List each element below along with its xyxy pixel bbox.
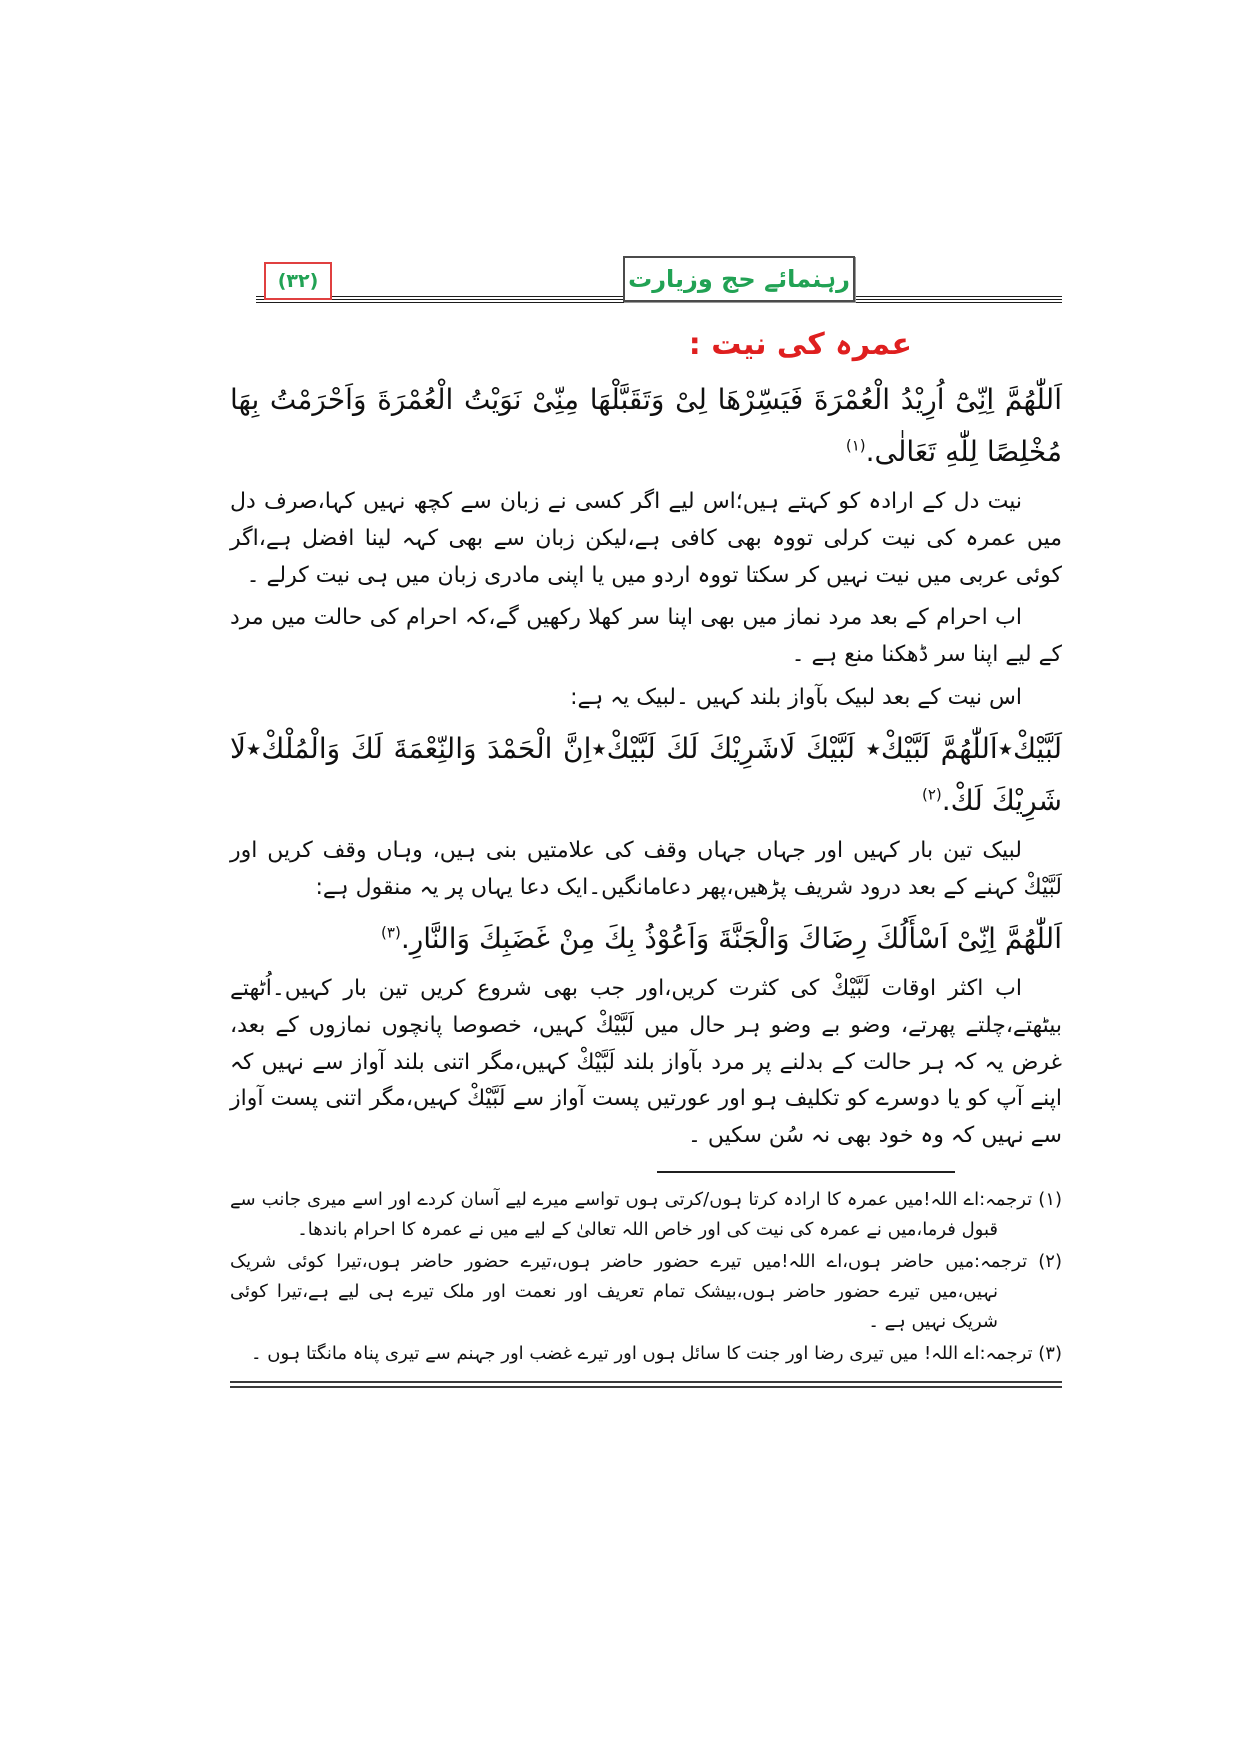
footnotes-section [230, 1185, 1062, 1368]
footnote-3-number: (۳) [1038, 1342, 1062, 1364]
paragraph-talbiyah-instructions: لبیک تین بار کہیں اور جہاں جہاں وقف کی علامتیں بنی ہیں، وہاں وقف کریں اور لَبَّیْكْ کہنے کے بعد درود شریف پڑھیں،پھر دعامانگیں۔ایک دعا یہاں پر یہ منقول ہے: [230, 837, 1062, 900]
paragraph-niyyat-explanation: نیت دل کے ارادہ کو کہتے ہیں؛اس لیے اگر کسی نے زبان سے کچھ نہیں کہا،صرف دل میں عمرہ کی نیت کرلی تووہ بھی کافی ہے،لیکن زبان سے بھی کہہ لینا افضل ہے،اگر کوئی عربی میں نیت نہیں کر سکتا تووہ اردو میں یا اپنی مادری زبان میں ہی نیت کرلے ۔ [230, 488, 1062, 588]
footnote-1-number: (۱) [1038, 1189, 1063, 1211]
arabic-dua-ridha-text: اَللّٰهُمَّ اِنِّیْ اَسْأَلُكَ رِضَاكَ وَالْجَنَّةَ وَاَعُوْذُ بِكَ مِنْ غَضَبِكَ وَالنَّارِ. [400, 921, 1062, 955]
paragraph-labbaik-intro: اس نیت کے بعد لبیک بآواز بلند کہیں ۔لبیک یہ ہے: [570, 685, 1022, 711]
footnote-2-text: ترجمہ:میں حاضر ہوں،اے اللہ!میں تیرے حضور حاضر ہوں،تیرے حضور حاضر ہوں،تیرا کوئی شریک نہیں،میں تیرے حضور حاضر ہوں،بیشک تمام تعریف اور نعمت اور ملک تیرے ہی لیے ہے،تیرا کوئی شریک نہیں ہے ۔ [230, 1251, 1028, 1332]
section-heading: عمرہ کی نیت : [688, 327, 912, 362]
footnote-ref-1: (۱) [845, 436, 866, 455]
arabic-dua-umrah-intention [230, 374, 1062, 478]
footnote-item-2 [230, 1247, 1062, 1337]
arabic-dua-talbiyah [230, 723, 1062, 827]
footnote-ref-2: (۲) [921, 785, 942, 804]
footnote-2-number: (۲) [1038, 1251, 1062, 1273]
footnote-separator-rule [657, 1171, 955, 1173]
page-header [230, 256, 1062, 310]
arabic-dua-umrah-intention-text: اَللّٰهُمَّ اِنِّیْٓ اُرِیْدُ الْعُمْرَةَ فَیَسِّرْهَا لِیْ وَتَقَبَّلْهَا مِنِّیْ نَوَیْتُ الْعُمْرَةَ وَاَحْرَمْتُ بِهَا مُخْلِصًا لِلّٰهِ تَعَالٰی. [230, 383, 1062, 468]
footnote-1-text: ترجمہ:اے اللہ!میں عمرہ کا ارادہ کرتا ہوں/کرتی ہوں تواسے میرے لیے آسان کردے اور اسے میری جانب سے قبول فرما،میں نے عمرہ کی نیت کی اور خاص اللہ تعالیٰ کے لیے میں نے عمرہ کا احرام باندھا۔ [230, 1189, 1033, 1241]
book-title-box [623, 256, 855, 302]
book-title: رہنمائے حج وزیارت [628, 265, 850, 293]
footnote-3-text: ترجمہ:اے اللہ! میں تیری رضا اور جنت کا سائل ہوں اور تیرے غضب اور جہنم سے تیری پناہ مانگتا ہوں ۔ [250, 1342, 1033, 1364]
paragraph-talbiyah-frequency: اب اکثر اوقات لَبَّیْكْ کی کثرت کریں،اور جب بھی شروع کریں تین بار کہیں۔اُٹھتے بیٹھتے،چلتے پھرتے، وضو بے وضو ہر حال میں لَبَّیْكْ کہیں، خصوصا پانچوں نمازوں کے بعد، غرض یہ کہ ہر حالت کے بدلنے پر مرد بآواز بلند لَبَّیْكْ کہیں،مگر اتنی بلند آواز سے نہیں کہ اپنے آپ کو یا دوسرے کو تکلیف ہو اور عورتیں پست آواز سے لَبَّیْكْ کہیں،مگر اتنی پست آواز سے نہیں کہ وہ خود بھی نہ سُن سکیں ۔ [230, 975, 1062, 1149]
footnote-ref-3: (۳) [381, 923, 401, 942]
paragraph-ihram-head-rule: اب احرام کے بعد مرد نماز میں بھی اپنا سر کھلا رکھیں گے،کہ احرام کی حالت میں مرد کے لیے اپنا سر ڈھکنا منع ہے ۔ [230, 605, 1062, 668]
footnote-item-1 [230, 1185, 1062, 1245]
arabic-dua-ridha [230, 913, 1062, 965]
page-bottom-rule [230, 1381, 1062, 1388]
page-number: (۳۲) [277, 270, 319, 292]
page-number-box [264, 262, 332, 300]
footnote-item-3 [230, 1339, 1062, 1369]
page-content [230, 256, 1062, 1388]
arabic-dua-talbiyah-text: لَبَّیْكْ٭اَللّٰهُمَّ لَبَّیْكْ٭ لَبَّیْكَ لَاشَرِیْكَ لَكَ لَبَّیْكْ٭اِنَّ الْحَمْدَ وَالنِّعْمَةَ لَكَ وَالْمُلْكْ٭لَا شَرِیْكَ لَكْ. [230, 732, 1062, 818]
